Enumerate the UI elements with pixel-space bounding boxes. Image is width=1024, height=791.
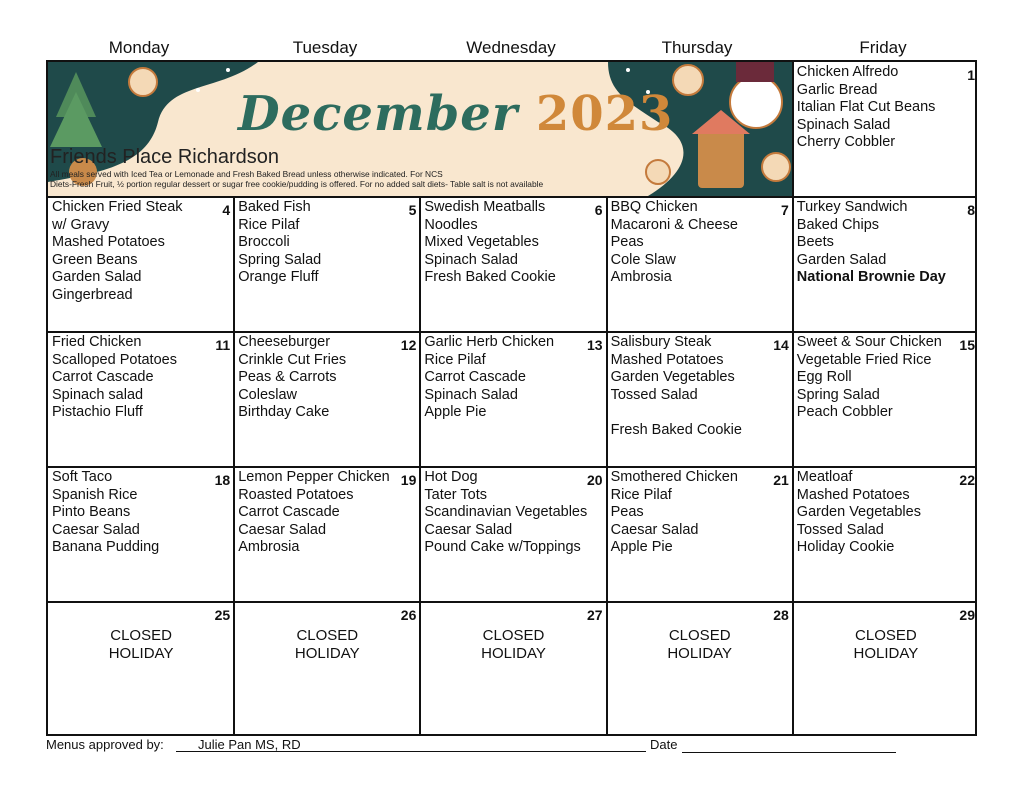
menu-item: Sweet & Sour Chicken	[796, 334, 942, 350]
menu-item: Rice Pilaf	[424, 351, 486, 368]
day-cell	[608, 603, 792, 736]
day-number: 8	[967, 202, 975, 218]
menu-item: Smothered Chicken	[610, 469, 738, 485]
day-cell	[421, 333, 605, 466]
menu-item: Orange Fluff	[238, 269, 319, 286]
day-number: 6	[594, 202, 603, 218]
day-cell	[235, 603, 419, 736]
closed-notice	[49, 627, 233, 663]
closed-notice	[794, 627, 978, 663]
day-number: 25	[214, 607, 231, 623]
menu-item: Italian Flat Cut Beans	[796, 99, 936, 116]
menu-item: Chicken Alfredo	[796, 64, 899, 80]
closed-label: CLOSED	[855, 627, 917, 644]
day-number: 19	[400, 472, 417, 488]
date-field	[682, 737, 896, 753]
day-cell	[421, 198, 605, 331]
menu-item: Ambrosia	[610, 269, 672, 286]
menu-item: Garden Salad	[52, 269, 142, 286]
menu-item: Cole Slaw	[610, 251, 676, 268]
day-number: 21	[773, 472, 789, 488]
menu-item: Mashed Potatoes	[796, 486, 910, 503]
approved-by-label: Menus approved by:	[46, 737, 164, 752]
closed-notice	[608, 627, 792, 663]
day-number: 26	[400, 607, 417, 623]
menu-item: Caesar Salad	[610, 521, 699, 538]
menu-item: Birthday Cake	[238, 404, 330, 421]
menu-item: Spinach Salad	[424, 251, 518, 268]
meal-note-line: Diets-Fresh Fruit, ½ portion regular dessert or sugar free cookie/pudding is offered. For no added salt diets- Table salt is not available	[50, 179, 544, 189]
weekday-header	[46, 38, 977, 60]
menu-item: Spring Salad	[796, 386, 880, 403]
menu-item: Apple Pie	[424, 404, 487, 421]
menu-item: w/ Gravy	[52, 216, 110, 233]
day-cell	[608, 198, 792, 331]
menu-item: Peas & Carrots	[238, 369, 337, 386]
day-cell	[794, 198, 978, 331]
menu-item: Holiday Cookie	[796, 539, 895, 556]
menu-item: Tossed Salad	[796, 521, 884, 538]
day-number: 15	[959, 337, 975, 353]
banner-title	[238, 86, 673, 142]
weekday-thursday: Thursday	[661, 38, 733, 57]
menu-item: Mashed Potatoes	[52, 234, 165, 251]
menu-item: Pound Cake w/Toppings	[424, 539, 581, 556]
closed-label: HOLIDAY	[294, 645, 360, 662]
menu-item: Garden Vegetables	[796, 504, 921, 521]
location-name: Friends Place Richardson	[50, 146, 279, 168]
menu-item: Hot Dog	[424, 469, 478, 485]
meal-note	[50, 169, 543, 189]
date-label: Date	[650, 737, 678, 752]
day-number: 4	[222, 202, 231, 218]
menu-item: Mixed Vegetables	[424, 234, 539, 251]
menu-item: Peas	[610, 504, 644, 521]
day-number: 14	[773, 337, 789, 353]
menu-item: Baked Fish	[238, 199, 311, 215]
menu-item: Carrot Cascade	[52, 369, 154, 386]
approval-footer	[46, 737, 977, 755]
menu-item: Swedish Meatballs	[424, 199, 546, 215]
day-cell	[235, 468, 419, 601]
menu-item: Cheeseburger	[238, 334, 331, 350]
weekday-friday: Friday	[859, 38, 907, 57]
menu-item: Chicken Fried Steak	[52, 199, 183, 215]
menu-item: BBQ Chicken	[610, 199, 698, 215]
menu-item: Caesar Salad	[52, 521, 140, 538]
banner-year: 2023	[535, 86, 674, 142]
special-day-note: National Brownie Day	[796, 269, 946, 286]
day-cell	[794, 333, 978, 466]
menu-item: Lemon Pepper Chicken	[238, 469, 390, 485]
menu-item: Spinach salad	[52, 386, 144, 403]
banner-month: December	[238, 86, 519, 142]
menu-item: Pinto Beans	[52, 504, 131, 521]
closed-notice	[235, 627, 419, 663]
menu-item: Coleslaw	[238, 386, 298, 403]
menu-item: Banana Pudding	[52, 539, 160, 556]
menu-item: Caesar Salad	[238, 521, 327, 538]
day-cell	[608, 468, 792, 601]
closed-label: HOLIDAY	[667, 645, 733, 662]
month-banner	[48, 62, 792, 196]
menu-item: Noodles	[424, 216, 478, 233]
menu-item: Cherry Cobbler	[796, 134, 896, 151]
closed-label: HOLIDAY	[108, 645, 174, 662]
menu-item: Scandinavian Vegetables	[424, 504, 588, 521]
menu-item: Carrot Cascade	[424, 369, 526, 386]
menu-item: Garden Salad	[796, 251, 887, 268]
closed-notice	[421, 627, 605, 663]
calendar-grid	[46, 60, 977, 736]
menu-item: Rice Pilaf	[238, 216, 300, 233]
closed-label: CLOSED	[482, 627, 545, 644]
day-number: 22	[959, 472, 975, 488]
menu-item: Peach Cobbler	[796, 404, 893, 421]
menu-item: Soft Taco	[52, 469, 113, 485]
menu-item: Spinach Salad	[424, 386, 518, 403]
menu-item: Carrot Cascade	[238, 504, 340, 521]
day-cell	[49, 468, 233, 601]
approver-name: Julie Pan MS, RD	[176, 737, 646, 752]
day-cell	[235, 198, 419, 331]
weekday-tuesday: Tuesday	[292, 38, 358, 57]
menu-item: Rice Pilaf	[610, 486, 672, 503]
menu-item: Fresh Baked Cookie	[610, 421, 742, 438]
menu-item: Spring Salad	[238, 251, 322, 268]
closed-label: CLOSED	[668, 627, 731, 644]
menu-item: Garlic Bread	[796, 81, 878, 98]
menu-item: Turkey Sandwich	[796, 199, 908, 215]
menu-item: Gingerbread	[52, 286, 133, 303]
day-number: 18	[214, 472, 231, 488]
menu-item: Tossed Salad	[610, 386, 698, 403]
day-cell	[794, 468, 978, 601]
day-cell	[608, 333, 792, 466]
closed-label: HOLIDAY	[853, 645, 919, 662]
day-number: 7	[780, 202, 789, 218]
day-number: 29	[959, 607, 975, 623]
menu-item: Baked Chips	[796, 216, 880, 233]
menu-item: Macaroni & Cheese	[610, 216, 738, 233]
weekday-monday: Monday	[108, 38, 170, 57]
menu-item: Tater Tots	[424, 486, 487, 503]
menu-item: Salisbury Steak	[610, 334, 712, 350]
menu-item: Spinach Salad	[796, 116, 891, 133]
closed-label: CLOSED	[296, 627, 359, 644]
menu-item: Peas	[610, 234, 644, 251]
menu-item: Fresh Baked Cookie	[424, 269, 556, 286]
day-cell	[794, 603, 978, 736]
menu-item: Beets	[796, 234, 834, 251]
day-number: 5	[408, 202, 417, 218]
menu-item: Crinkle Cut Fries	[238, 351, 347, 368]
weekday-wednesday: Wednesday	[466, 38, 556, 57]
menu-item: Mashed Potatoes	[610, 351, 724, 368]
menu-item: Caesar Salad	[424, 521, 513, 538]
day-number: 1	[967, 67, 975, 83]
day-number: 13	[587, 337, 603, 353]
day-number: 27	[587, 607, 603, 623]
menu-item: Garden Vegetables	[610, 369, 735, 386]
menu-item: Vegetable Fried Rice	[796, 351, 932, 368]
day-cell	[49, 603, 233, 736]
day-cell	[421, 603, 605, 736]
menu-item: Fried Chicken	[52, 334, 142, 350]
menu-item: Broccoli	[238, 234, 290, 251]
menu-item: Egg Roll	[796, 369, 852, 386]
meal-note-line: All meals served with Iced Tea or Lemonade and Fresh Baked Bread unless otherwise indicated. For NCS	[50, 169, 443, 179]
menu-item: Apple Pie	[610, 539, 673, 556]
menu-item: Scalloped Potatoes	[52, 351, 177, 368]
menu-item: Garlic Herb Chicken	[424, 334, 555, 350]
day-number: 11	[215, 337, 231, 353]
menu-item: Spanish Rice	[52, 486, 138, 503]
menu-item: Green Beans	[52, 251, 138, 268]
day-cell	[421, 468, 605, 601]
day-cell	[49, 198, 233, 331]
menu-item: Pistachio Fluff	[52, 404, 143, 421]
menu-item: Ambrosia	[238, 539, 300, 556]
day-cell	[794, 63, 978, 196]
day-cell	[235, 333, 419, 466]
closed-label: HOLIDAY	[481, 645, 546, 662]
closed-label: CLOSED	[110, 627, 172, 644]
day-number: 28	[773, 607, 789, 623]
menu-item: Roasted Potatoes	[238, 486, 354, 503]
day-cell	[49, 333, 233, 466]
day-number: 20	[587, 472, 603, 488]
menu-item: Meatloaf	[796, 469, 853, 485]
day-number: 12	[400, 337, 417, 353]
